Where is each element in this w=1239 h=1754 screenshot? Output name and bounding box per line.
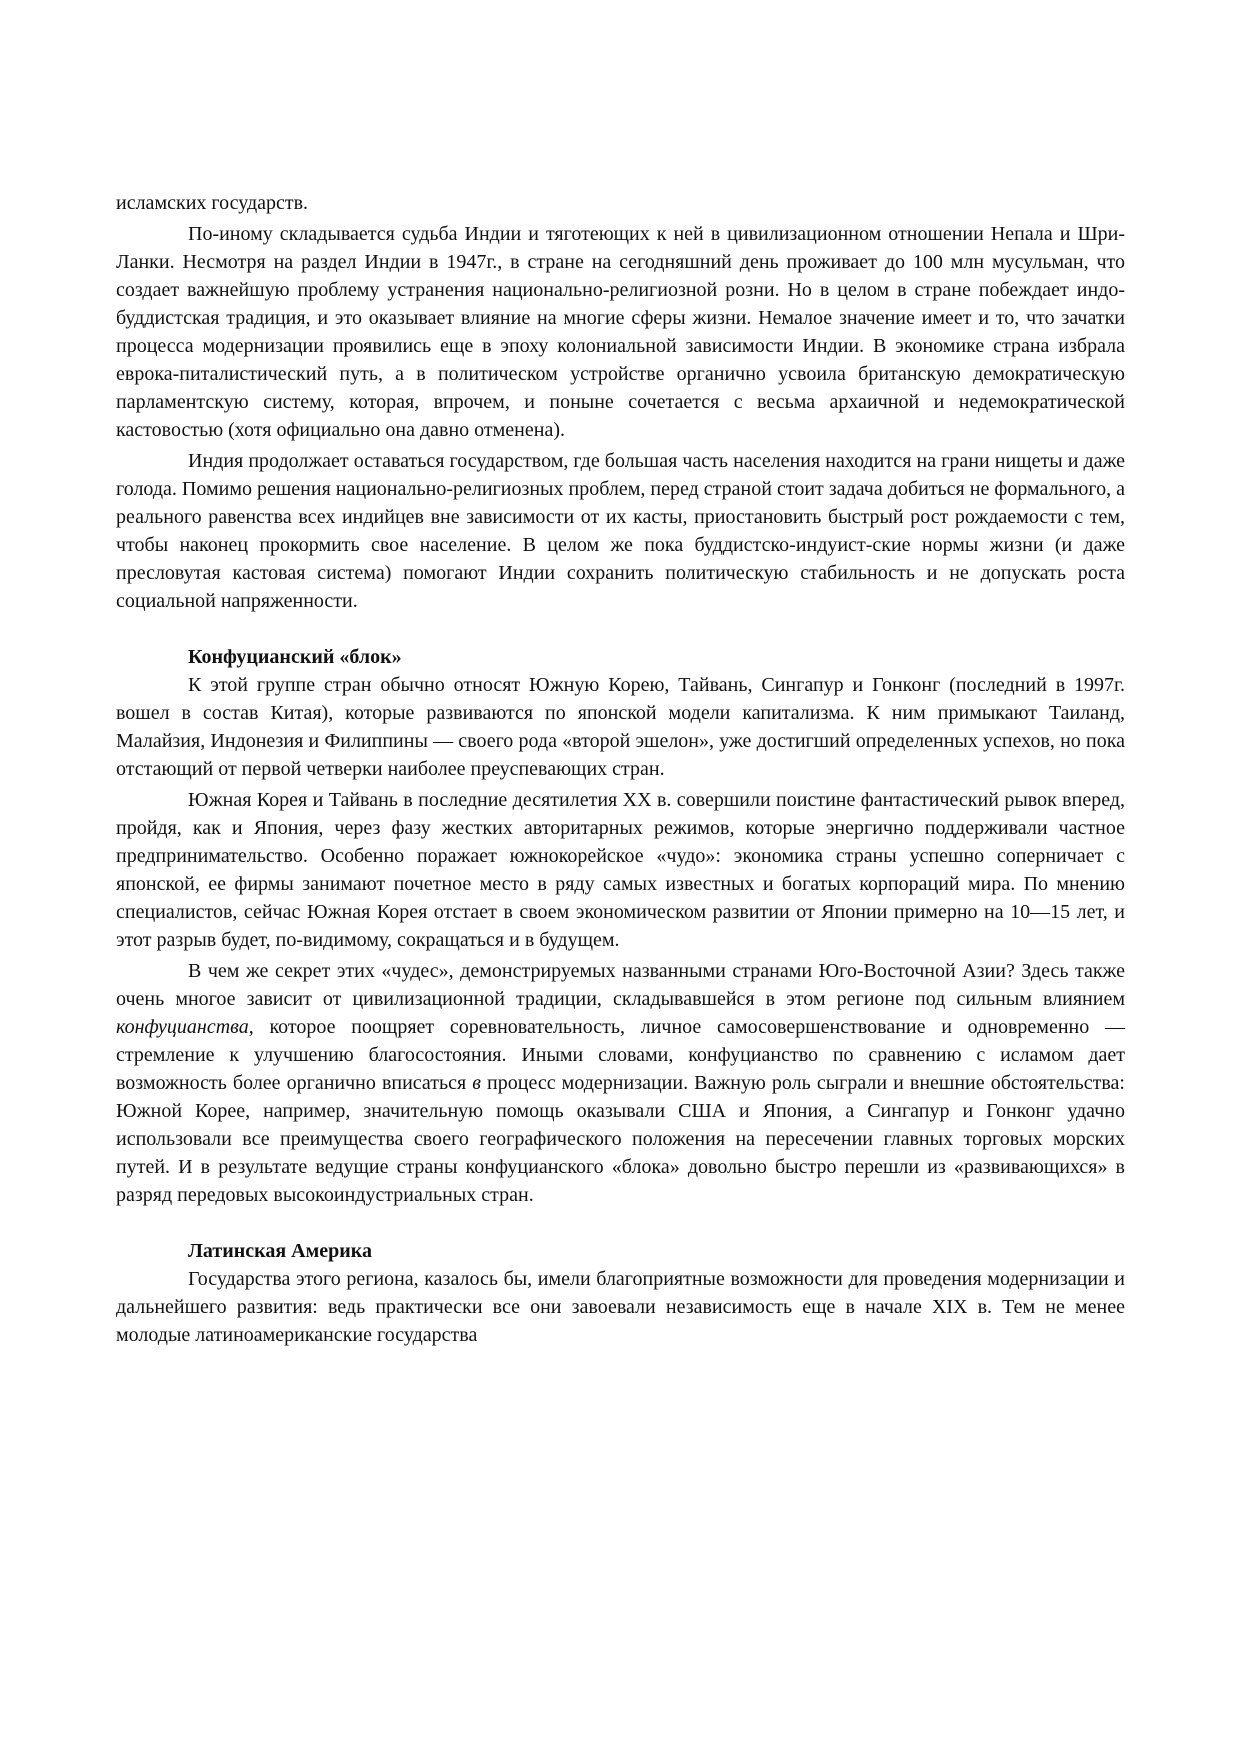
paragraph-confucian-group: К этой группе стран обычно относят Южную Корею, Тайвань, Сингапур и Гонконг (последний в 1997г. вошел в состав Китая), которые развиваются по японской модели капитализма. К ним примыкают Таиланд, Малайзия, Индонезия и Филиппины — своего рода «второй эшелон», уже достигший определенных успехов, но пока отстающий от первой четверки наиболее преуспевающих стран. (116, 674, 1125, 780)
paragraph-miracle-secret (116, 957, 1125, 1209)
emphasis-text: в (472, 1072, 481, 1094)
paragraph-latin-america: Государства этого региона, казалось бы, имели благоприятные возможности для проведения модернизации и дальнейшего развития: ведь практически все они завоевали независимость еще в начале XIX в. Тем не менее молодые латиноамериканские государства (116, 1268, 1125, 1346)
paragraph-korea-taiwan: Южная Корея и Тайвань в последние десятилетия XX в. совершили поистине фантастический рывок вперед, пройдя, как и Япония, через фазу жестких авторитарных режимов, которые энергично поддерживали частное предпринимательство. Особенно поражает южнокорейское «чудо»: экономика страны успешно соперничает с японской, ее фирмы занимают почетное место в ряду самых известных и богатых корпораций мира. По мнению специалистов, сейчас Южная Корея отстает в своем экономическом развитии от Японии примерно на 10—15 лет, и этот разрыв будет, по-видимому, сокращаться и в будущем. (116, 789, 1125, 951)
paragraph-india-fate: По-иному складывается судьба Индии и тяготеющих к ней в цивилизационном отношении Непала и Шри-Ланки. Несмотря на раздел Индии в 1947г., в стране на сегодняшний день проживает до 100 млн мусульман, что создает важнейшую проблему устранения национально-религиозной розни. Но в целом в стране побеждает индо-буддистская традиция, и это оказывает влияние на многие сферы жизни. Немалое значение имеет и то, что зачатки процесса модернизации проявились еще в эпоху колониальной зависимости Индии. В экономике страна избрала еврока-питалистический путь, а в политическом устройстве органично усвоила британскую демократическую парламентскую систему, которая, впрочем, и поныне сочетается с весьма архаичной и недемократической кастовостью (хотя официально она давно отменена). (116, 223, 1125, 441)
section-heading-confucian-block: Конфуцианский «блок» (188, 646, 402, 668)
paragraph-text: В чем же секрет этих «чудес», демонстрируемых названными странами Юго-Восточной Азии? Здесь также очень многое зависит от цивилизационной традиции, складывавшейся в этом регионе под сильным влиянием (116, 960, 1125, 1010)
paragraph-continuation: исламских государств. (116, 192, 309, 214)
document-page (116, 189, 1125, 1349)
emphasis-text: конфуцианства, (116, 1016, 254, 1038)
section-heading-latin-america: Латинская Америка (188, 1240, 372, 1262)
paragraph-text: процесс модернизации. Важную роль сыграли и внешние обстоятельства: Южной Корее, например, значительную помощь оказывали США и Япония, а Сингапур и Гонконг удачно использовали все преимущества своего географического положения на пересечении главных торговых морских путей. И в результате ведущие страны конфуцианского «блока» довольно быстро перешли из «развивающихся» в разряд передовых высокоиндустриальных стран. (116, 1072, 1125, 1206)
paragraph-text: которое поощряет соревновательность, личное самосовершенствование и одновременно — стремление к улучшению благосостояния. Иными словами, конфуцианство по сравнению с исламом дает возможность более органично вписаться (116, 1016, 1125, 1094)
paragraph-india-poverty: Индия продолжает оставаться государством, где большая часть населения находится на грани нищеты и даже голода. Помимо решения национально-религиозных проблем, перед страной стоит задача добиться не формального, а реального равенства всех индийцев вне зависимости от их касты, приостановить быстрый рост рождаемости с тем, чтобы наконец прокормить свое население. В целом же пока буддистско-индуист-ские нормы жизни (и даже пресловутая кастовая система) помогают Индии сохранить политическую стабильность и не допускать роста социальной напряженности. (116, 450, 1125, 612)
